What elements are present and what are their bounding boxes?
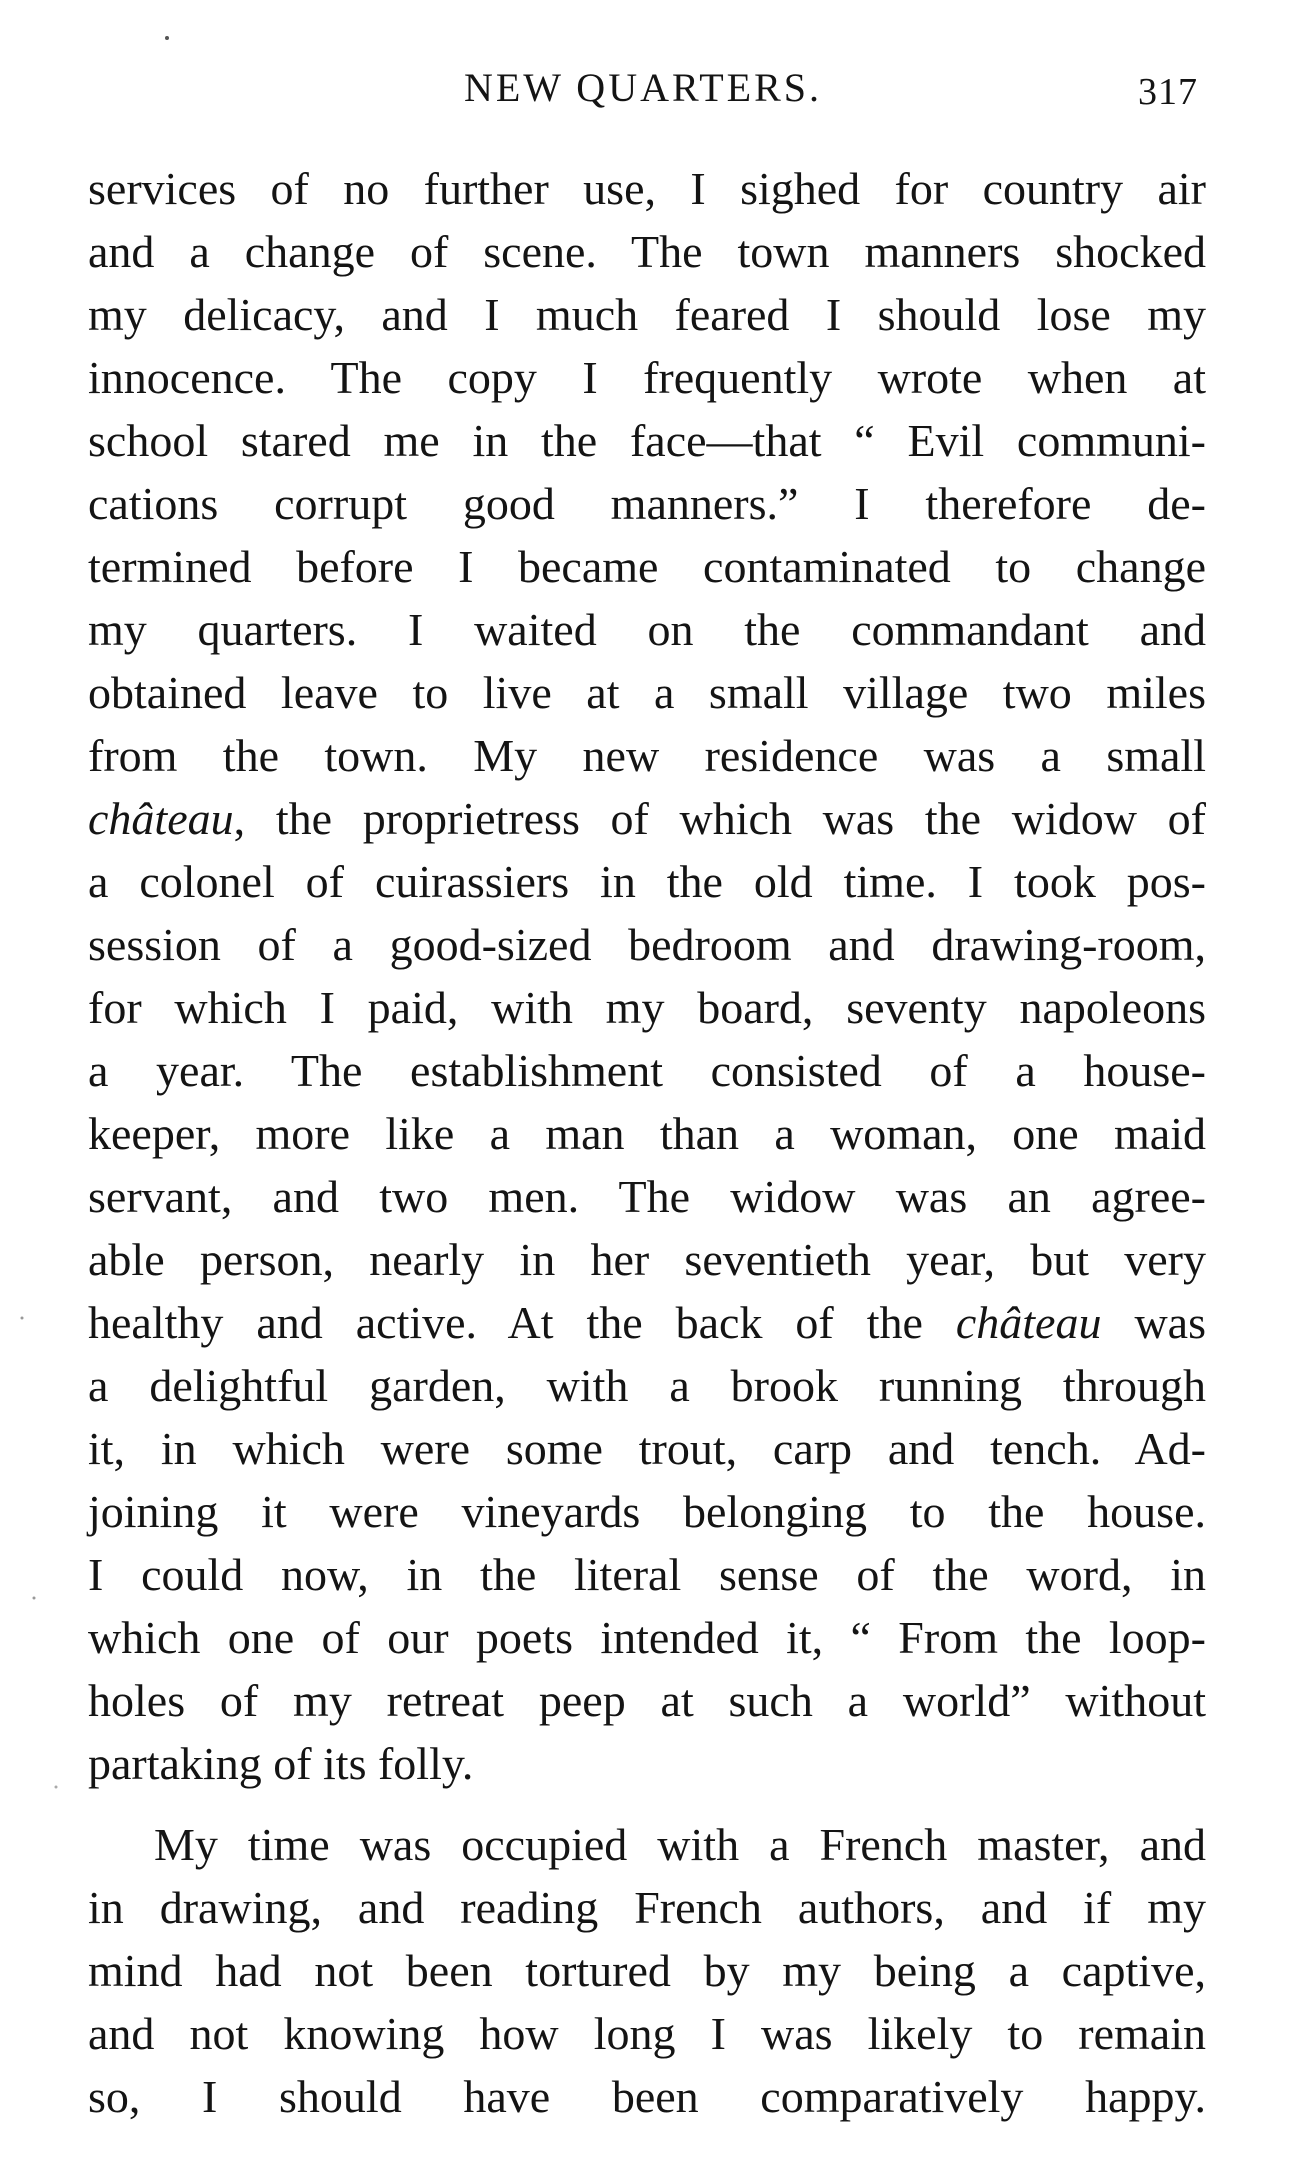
text-line — [88, 1480, 1206, 1543]
text-segment: services of no further use, I sighed for country air — [88, 163, 1206, 214]
scan-speck — [33, 1597, 36, 1600]
text-line — [88, 1039, 1206, 1102]
text-segment: healthy and active. At the back of the — [88, 1297, 956, 1348]
text-line — [88, 472, 1206, 535]
text-line — [88, 598, 1206, 661]
text-line — [88, 2002, 1206, 2065]
text-segment: termined before I became contaminated to change — [88, 541, 1206, 592]
text-segment: a delightful garden, with a brook running through — [88, 1360, 1206, 1411]
text-line — [88, 1417, 1206, 1480]
text-line — [88, 346, 1206, 409]
text-segment: my quarters. I waited on the commandant and — [88, 604, 1206, 655]
text-line — [88, 1543, 1206, 1606]
text-line — [88, 1228, 1206, 1291]
scan-speck — [21, 1317, 24, 1320]
text-segment: My time was occupied with a French master, and — [154, 1819, 1206, 1870]
text-segment: and not knowing how long I was likely to remain — [88, 2008, 1206, 2059]
text-line — [88, 1165, 1206, 1228]
text-segment: a colonel of cuirassiers in the old time. I took pos- — [88, 856, 1206, 907]
text-segment: was — [1101, 1297, 1206, 1348]
text-segment: innocence. The copy I frequently wrote when at — [88, 352, 1206, 403]
paragraph — [88, 157, 1206, 1795]
text-line — [88, 220, 1206, 283]
text-segment: able person, nearly in her seventieth year, but very — [88, 1234, 1206, 1285]
text-segment: keeper, more like a man than a woman, one maid — [88, 1108, 1206, 1159]
text-segment: holes of my retreat peep at such a world” without — [88, 1675, 1206, 1726]
running-head: NEW QUARTERS. — [463, 65, 823, 110]
paragraph-gap — [88, 1795, 1206, 1813]
text-segment: partaking of its folly. — [88, 1738, 474, 1789]
scan-speck — [165, 36, 169, 40]
italic-text: château — [88, 793, 234, 844]
text-line — [88, 787, 1206, 850]
text-segment: in drawing, and reading French authors, and if my — [88, 1882, 1206, 1933]
text-line — [88, 976, 1206, 1039]
text-line — [88, 283, 1206, 346]
text-line — [88, 2065, 1206, 2128]
text-line — [88, 535, 1206, 598]
text-line — [88, 724, 1206, 787]
text-line — [88, 913, 1206, 976]
scan-speck — [55, 1786, 58, 1789]
text-line — [88, 157, 1206, 220]
text-segment: servant, and two men. The widow was an agree- — [88, 1171, 1206, 1222]
text-line — [88, 1354, 1206, 1417]
text-line — [88, 661, 1206, 724]
text-line — [88, 1813, 1206, 1876]
text-segment: from the town. My new residence was a small — [88, 730, 1206, 781]
text-line — [88, 409, 1206, 472]
text-segment: obtained leave to live at a small village two miles — [88, 667, 1206, 718]
text-segment: I could now, in the literal sense of the word, in — [88, 1549, 1206, 1600]
text-line — [88, 1606, 1206, 1669]
text-segment: a year. The establishment consisted of a house- — [88, 1045, 1206, 1096]
text-line — [88, 1732, 1206, 1795]
body-text — [88, 157, 1206, 2128]
text-line — [88, 1291, 1206, 1354]
text-line — [88, 1669, 1206, 1732]
page-number: 317 — [1138, 71, 1198, 113]
text-segment: school stared me in the face—that “ Evil communi- — [88, 415, 1206, 466]
text-segment: and a change of scene. The town manners shocked — [88, 226, 1206, 277]
text-segment: mind had not been tortured by my being a captive, — [88, 1945, 1206, 1996]
text-line — [88, 1876, 1206, 1939]
text-segment: cations corrupt good manners.” I therefore de- — [88, 478, 1206, 529]
paragraph — [88, 1813, 1206, 2128]
text-segment: which one of our poets intended it, “ From the loop- — [88, 1612, 1206, 1663]
italic-text: château — [955, 1297, 1102, 1348]
text-line — [88, 1939, 1206, 2002]
text-segment: , the proprietress of which was the widow of — [233, 793, 1206, 844]
text-segment: my delicacy, and I much feared I should lose my — [88, 289, 1206, 340]
text-segment: session of a good-sized bedroom and drawing-room, — [88, 919, 1206, 970]
text-segment: joining it were vineyards belonging to the house. — [88, 1486, 1206, 1537]
text-line — [88, 1102, 1206, 1165]
page-header — [88, 64, 1198, 124]
text-line — [88, 850, 1206, 913]
text-segment: it, in which were some trout, carp and tench. Ad- — [88, 1423, 1206, 1474]
text-segment: for which I paid, with my board, seventy napoleons — [88, 982, 1206, 1033]
text-segment: so, I should have been comparatively happy. — [88, 2071, 1206, 2122]
